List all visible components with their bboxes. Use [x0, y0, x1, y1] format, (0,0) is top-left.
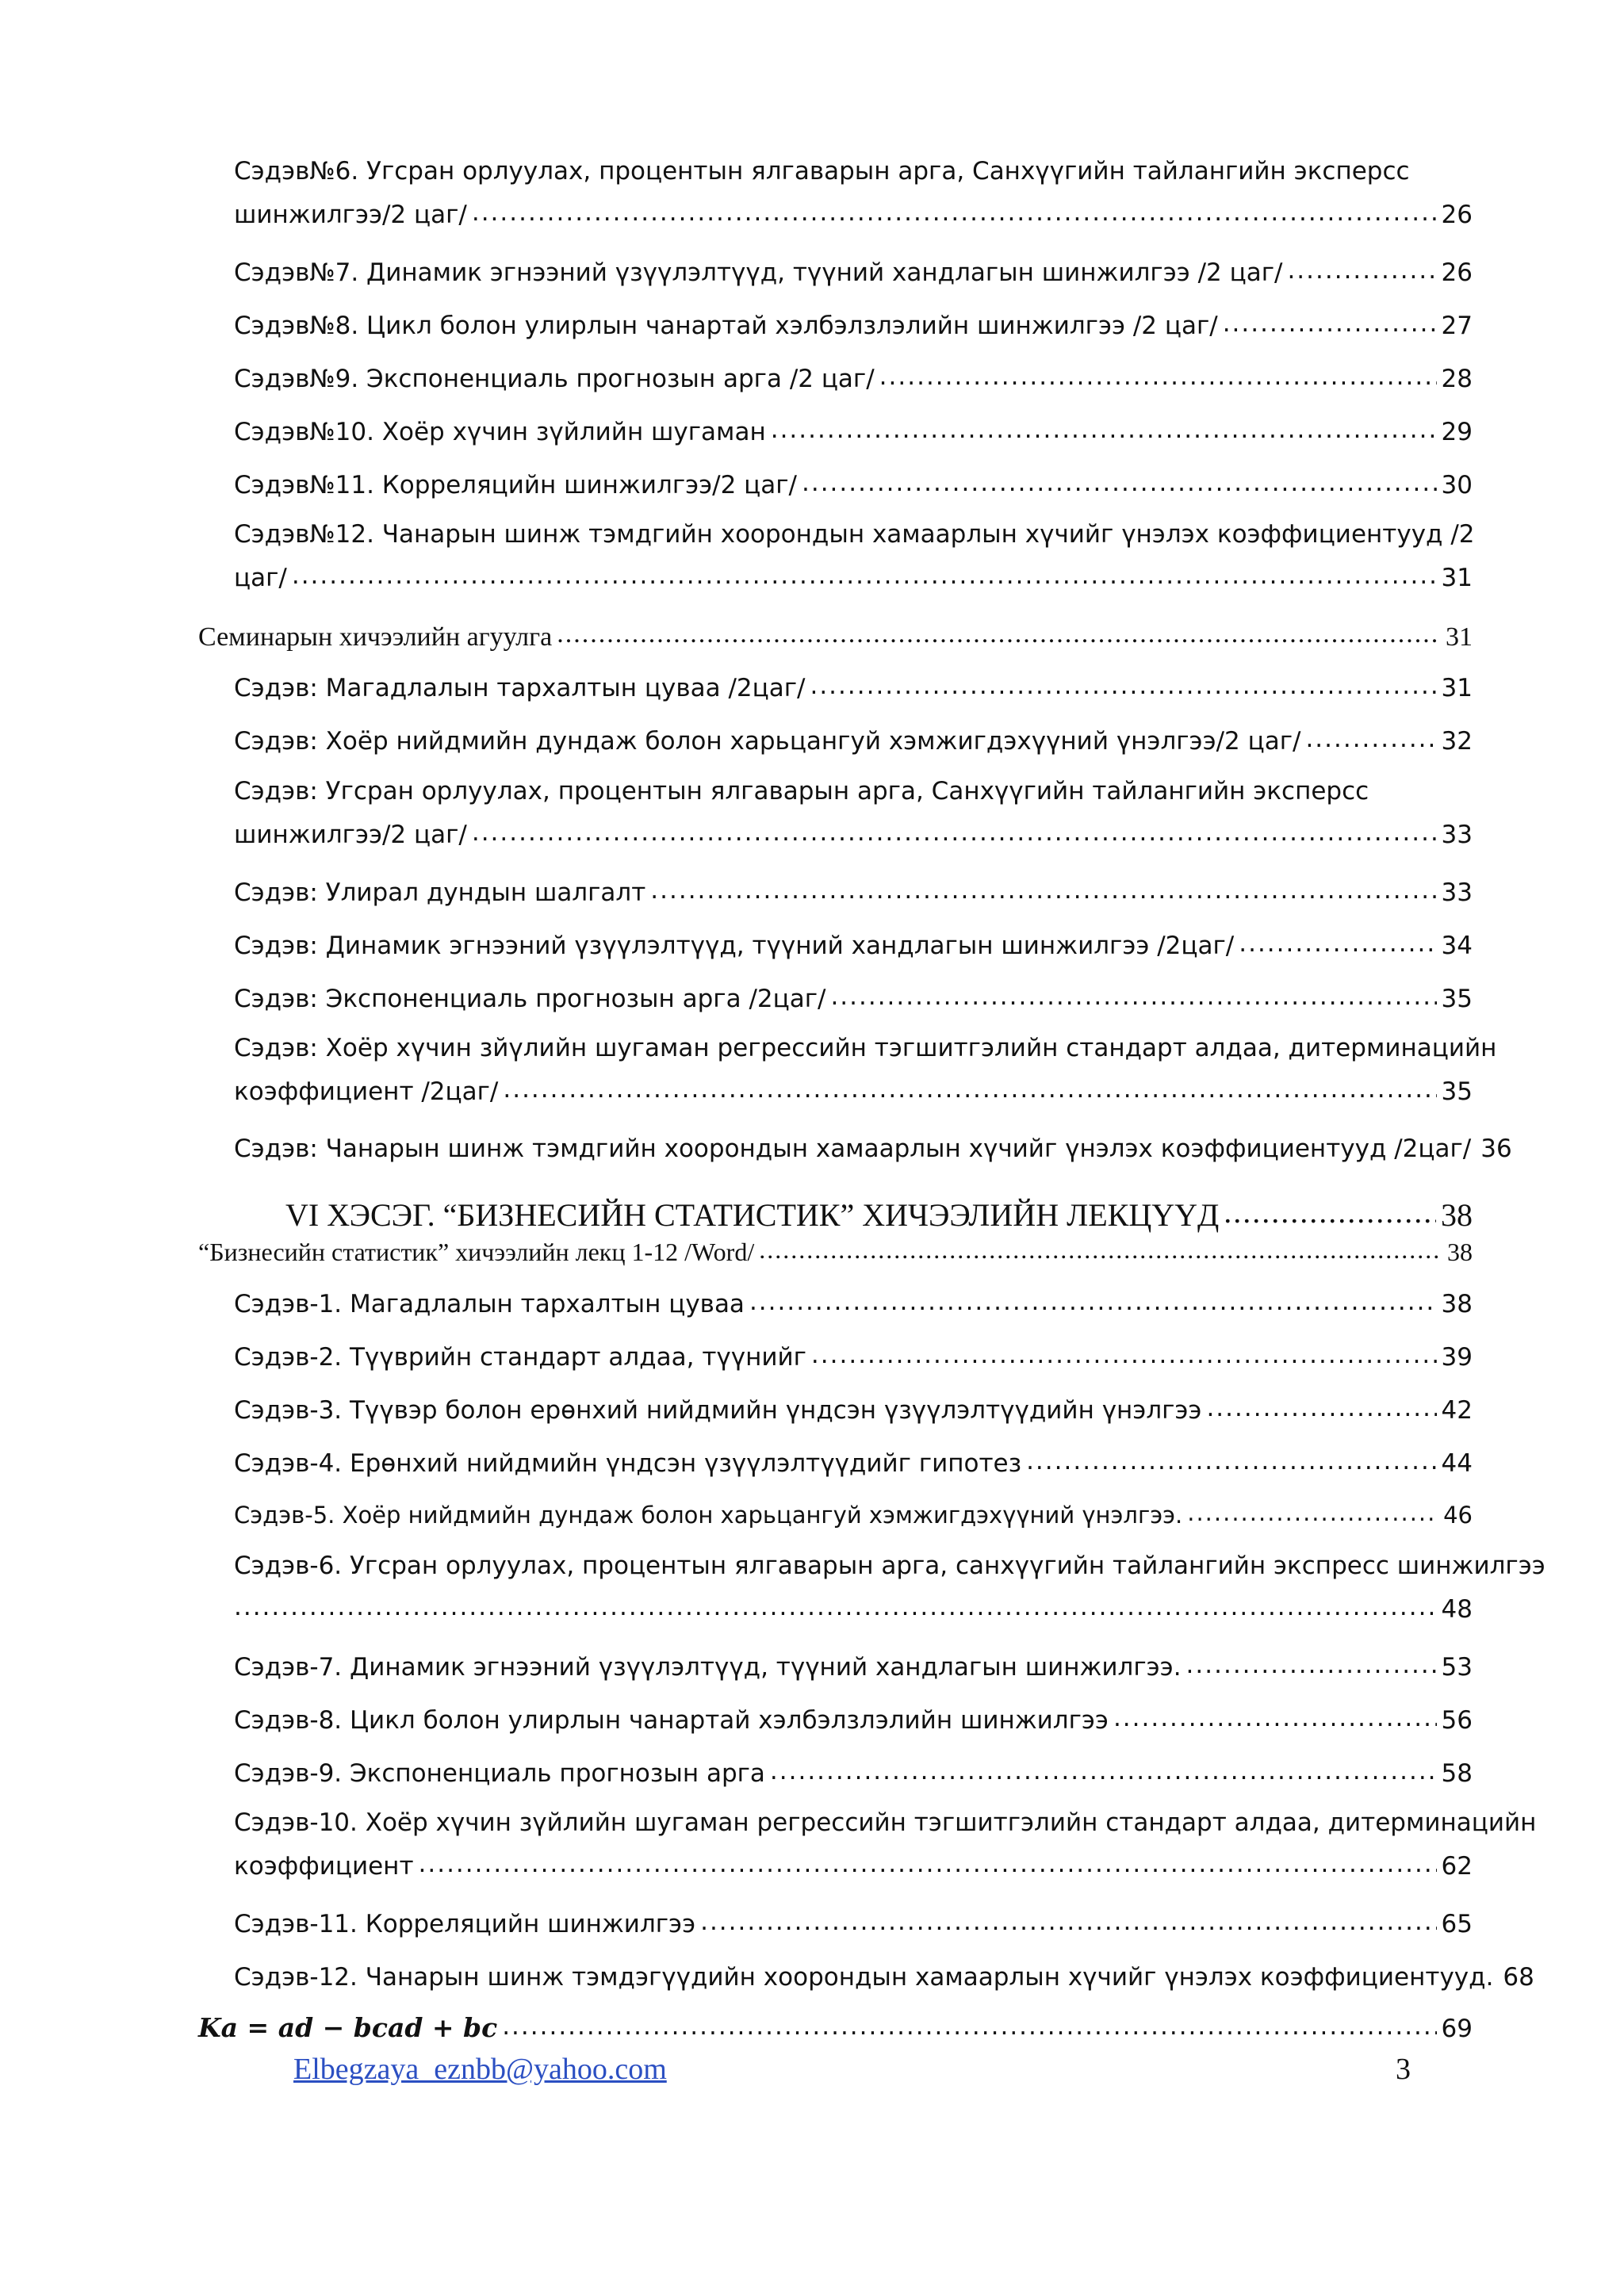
toc-entry[interactable] — [234, 469, 1473, 499]
toc-entry-title-line1: Сэдэв: Угсран орлуулах, процентын ялгаварын арга, Санхүүгийн тайлангийн эксперсс — [234, 777, 1369, 806]
toc-entry-title-line1: Сэдэв-10. Хоёр хүчин зүйлийн шугаман регрессийн тэгшитгэлийн стандарт алдаа, дитерминацийн — [234, 1808, 1537, 1837]
toc-page-number: 35 — [1441, 1077, 1473, 1106]
toc-entry-title: шинжилгээ/2 цаг/ — [234, 201, 467, 229]
toc-entry-title: Сэдэв№8. Цикл болон улирлын чанартай хэлбэлзлэлийн шинжилгээ /2 цаг/ — [234, 312, 1218, 340]
toc-entry[interactable] — [234, 982, 1473, 1013]
dot-leader — [770, 1757, 1437, 1781]
toc-entry[interactable] — [234, 929, 1473, 960]
toc-entry-title: Сэдэв-5. Хоёр нийдмийн дундаж болон харьцангуй хэмжигдэхүүний үнэлгээ. — [234, 1502, 1183, 1529]
toc-page-number: 42 — [1441, 1396, 1473, 1425]
toc-entry-section[interactable] — [198, 618, 1473, 652]
toc-entry[interactable] — [234, 725, 1473, 756]
dot-leader — [472, 198, 1437, 223]
toc-entry-title: Сэдэв: Магадлалын тархалтын цуваа /2цаг/ — [234, 674, 806, 702]
toc-entry-title: “Бизнесийн статистик” хичээлийн лекц 1-12 /Word/ — [198, 1238, 755, 1266]
toc-page-number: 26 — [1441, 201, 1473, 229]
toc-entry-title: коэффициент /2цаг/ — [234, 1077, 499, 1106]
toc-entry-title: 𝑲𝒂 = 𝒂𝒅 − 𝒃𝒄𝒂𝒅 + 𝒃𝒄 — [198, 2012, 498, 2043]
toc-entry[interactable] — [234, 1908, 1473, 1938]
toc-entry-title: шинжилгээ/2 цаг/ — [234, 821, 467, 849]
toc-page-number: 31 — [1446, 622, 1473, 652]
toc-entry[interactable] — [234, 1651, 1473, 1682]
toc-entry-title-line1: Сэдэв№12. Чанарын шинж тэмдгийн хоорондын хамаарлын хүчийг үнэлэх коэффициентууд /2 — [234, 520, 1475, 549]
toc-entry[interactable] — [234, 777, 1473, 849]
dot-leader — [879, 362, 1437, 387]
toc-entry-title: Сэдэв: Хоёр нийдмийн дундаж болон харьцангуй хэмжигдэхүүний үнэлгээ/2 цаг/ — [234, 727, 1301, 756]
toc-entry[interactable] — [234, 1552, 1545, 1624]
page-number: 3 — [1396, 2053, 1411, 2086]
toc-entry-title: Сэдэв№10. Хоёр хүчин зүйлийн шугаман — [234, 418, 766, 446]
toc-page-number: 31 — [1441, 674, 1473, 702]
dot-leader — [1113, 1704, 1437, 1728]
toc-page-number: 62 — [1441, 1852, 1473, 1881]
dot-leader — [759, 1235, 1442, 1261]
toc-page-number: 29 — [1441, 418, 1473, 446]
dot-leader — [503, 1075, 1436, 1100]
toc-entry-title: Сэдэв: Чанарын шинж тэмдгийн хоорондын хамаарлын хүчийг үнэлэх коэффициентууд /2цаг/ — [234, 1135, 1472, 1163]
toc-page-number: 48 — [1441, 1595, 1473, 1624]
toc-page-number: 27 — [1441, 312, 1473, 340]
dot-leader — [1026, 1447, 1436, 1471]
toc-entry-title: Сэдэв-9. Экспоненциаль прогнозын арга — [234, 1759, 765, 1788]
toc-page-number: 38 — [1441, 1197, 1473, 1233]
toc-entry[interactable] — [234, 1500, 1473, 1529]
toc-page-number: 58 — [1441, 1759, 1473, 1788]
dot-leader — [771, 415, 1437, 440]
toc-page-number: 31 — [1441, 564, 1473, 592]
toc-page-number: 35 — [1441, 985, 1473, 1013]
toc-entry[interactable] — [234, 1757, 1473, 1788]
dot-leader — [502, 2012, 1436, 2037]
dot-leader — [1287, 256, 1436, 281]
toc-entry-title: Сэдэв-1. Магадлалын тархалтын цуваа — [234, 1290, 745, 1318]
toc-page-number: 69 — [1441, 2015, 1473, 2043]
toc-entry-title: Сэдэв: Динамик эгнээний үзүүлэлтүүд, түүний хандлагын шинжилгээ /2цаг/ — [234, 932, 1235, 960]
toc-entry-title: Сэдэв: Улирал дундын шалгалт — [234, 878, 646, 907]
toc-page-number: 68 — [1503, 1963, 1534, 1992]
dot-leader — [1206, 1394, 1436, 1418]
dot-leader — [810, 672, 1436, 696]
toc-page-number: 38 — [1441, 1290, 1473, 1318]
toc-entry-title: Сэдэв№11. Корреляцийн шинжилгээ/2 цаг/ — [234, 471, 797, 499]
toc-entry[interactable] — [234, 415, 1473, 446]
toc-entry-title: Сэдэв№9. Экспоненциаль прогнозын арга /2 цаг/ — [234, 365, 875, 393]
toc-entry-title: Семинарын хичээлийн агуулга — [198, 622, 553, 652]
dot-leader — [1187, 1500, 1438, 1523]
toc-entry[interactable] — [234, 362, 1473, 393]
dot-leader — [234, 1593, 1437, 1617]
toc-entry-title-line1: Сэдэв: Хоёр хүчин зйүлийн шугаман регрессийн тэгшитгэлийн стандарт алдаа, дитерминацийн — [234, 1034, 1497, 1062]
toc-entry[interactable] — [234, 1341, 1473, 1372]
toc-entry[interactable] — [234, 1808, 1537, 1881]
toc-page-number: 56 — [1441, 1706, 1473, 1735]
toc-entry[interactable] — [234, 520, 1473, 592]
toc-entry-title: Сэдэв-3. Түүвэр болон ерөнхий нийдмийн үндсэн үзүүлэлтүүдийн үнэлгээ — [234, 1396, 1202, 1425]
toc-entry-title: VI ХЭСЭГ. “БИЗНЕСИЙН СТАТИСТИК” ХИЧЭЭЛИЙН ЛЕКЦҮҮД — [285, 1197, 1220, 1233]
toc-page-number: 33 — [1441, 821, 1473, 849]
dot-leader — [830, 982, 1436, 1007]
toc-entry-title: Сэдэв-12. Чанарын шинж тэмдэгүүдийн хоорондын хамаарлын хүчийг үнэлэх коэффициентууд. — [234, 1963, 1494, 1992]
toc-entry-title: Сэдэв-7. Динамик эгнээний үзүүлэлтүүд, түүний хандлагын шинжилгээ. — [234, 1653, 1182, 1682]
dot-leader — [749, 1288, 1437, 1312]
toc-page-number: 65 — [1441, 1910, 1473, 1938]
toc-entry-title: Сэдэв-11. Корреляцийн шинжилгээ — [234, 1910, 696, 1938]
toc-page-number: 33 — [1441, 878, 1473, 907]
toc-entry[interactable] — [234, 1394, 1473, 1425]
toc-page-number: 30 — [1441, 471, 1473, 499]
dot-leader — [557, 618, 1441, 645]
toc-entry[interactable] — [234, 672, 1473, 702]
toc-page-number: 34 — [1441, 932, 1473, 960]
toc-entry-title: Сэдэв: Экспоненциаль прогнозын арга /2цаг/ — [234, 985, 826, 1013]
toc-entry[interactable] — [234, 1288, 1473, 1318]
toc-page-number: 38 — [1447, 1238, 1473, 1266]
toc-page-number: 39 — [1441, 1343, 1473, 1372]
dot-leader — [811, 1341, 1437, 1365]
toc-entry-title: коэффициент — [234, 1852, 414, 1881]
toc-entry-part-heading[interactable] — [285, 1194, 1473, 1234]
toc-entry[interactable] — [234, 1961, 1534, 1992]
dot-leader — [1223, 309, 1437, 334]
dot-leader — [419, 1850, 1437, 1874]
toc-entry-title-line1: Сэдэв№6. Угсран орлуулах, процентын ялгаварын арга, Санхүүгийн тайлангийн эксперсс — [234, 157, 1410, 186]
dot-leader — [1224, 1194, 1436, 1226]
toc-page-number: 28 — [1441, 365, 1473, 393]
dot-leader — [1239, 929, 1436, 954]
toc-entry-title: цаг/ — [234, 564, 287, 592]
dot-leader — [700, 1908, 1436, 1932]
toc-entry-title: Сэдэв-4. Ерөнхий нийдмийн үндсэн үзүүлэлтүүдийг гипотез — [234, 1449, 1022, 1478]
toc-page-number: 53 — [1441, 1653, 1473, 1682]
toc-entry[interactable] — [234, 1132, 1512, 1163]
toc-entry[interactable] — [234, 157, 1473, 229]
toc-entry-title: Сэдэв-8. Цикл болон улирлын чанартай хэлбэлзлэлийн шинжилгээ — [234, 1706, 1109, 1735]
dot-leader — [650, 876, 1436, 901]
toc-entry[interactable] — [234, 309, 1473, 340]
toc-entry[interactable] — [234, 876, 1473, 907]
toc-page-number: 32 — [1441, 727, 1473, 756]
dot-leader — [1305, 725, 1436, 749]
dot-leader — [802, 469, 1437, 493]
dot-leader — [472, 818, 1437, 843]
toc-entry[interactable] — [234, 1447, 1473, 1478]
footer-email-link[interactable]: Elbegzaya_eznbb@yahoo.com — [293, 2053, 667, 2086]
toc-page-number: 36 — [1480, 1135, 1512, 1163]
toc-entry-formula[interactable] — [198, 2012, 1473, 2043]
toc-entry-title: Сэдэв№7. Динамик эгнээний үзүүлэлтүүд, түүний хандлагын шинжилгээ /2 цаг/ — [234, 258, 1283, 287]
toc-page-number: 26 — [1441, 258, 1473, 287]
toc-entry[interactable] — [234, 256, 1473, 287]
toc-entry[interactable] — [234, 1704, 1473, 1735]
dot-leader — [1186, 1651, 1437, 1675]
dot-leader — [292, 561, 1437, 586]
toc-entry-title-line1: Сэдэв-6. Угсран орлуулах, процентын ялгаварын арга, санхүүгийн тайлангийн экспресс шинжилгээ — [234, 1552, 1545, 1580]
toc-page-number: 44 — [1441, 1449, 1473, 1478]
toc-page-number: 46 — [1443, 1502, 1473, 1529]
toc-entry[interactable] — [234, 1034, 1497, 1106]
toc-entry-section[interactable] — [198, 1235, 1473, 1267]
toc-entry-title: Сэдэв-2. Түүврийн стандарт алдаа, түүнийг — [234, 1343, 806, 1372]
